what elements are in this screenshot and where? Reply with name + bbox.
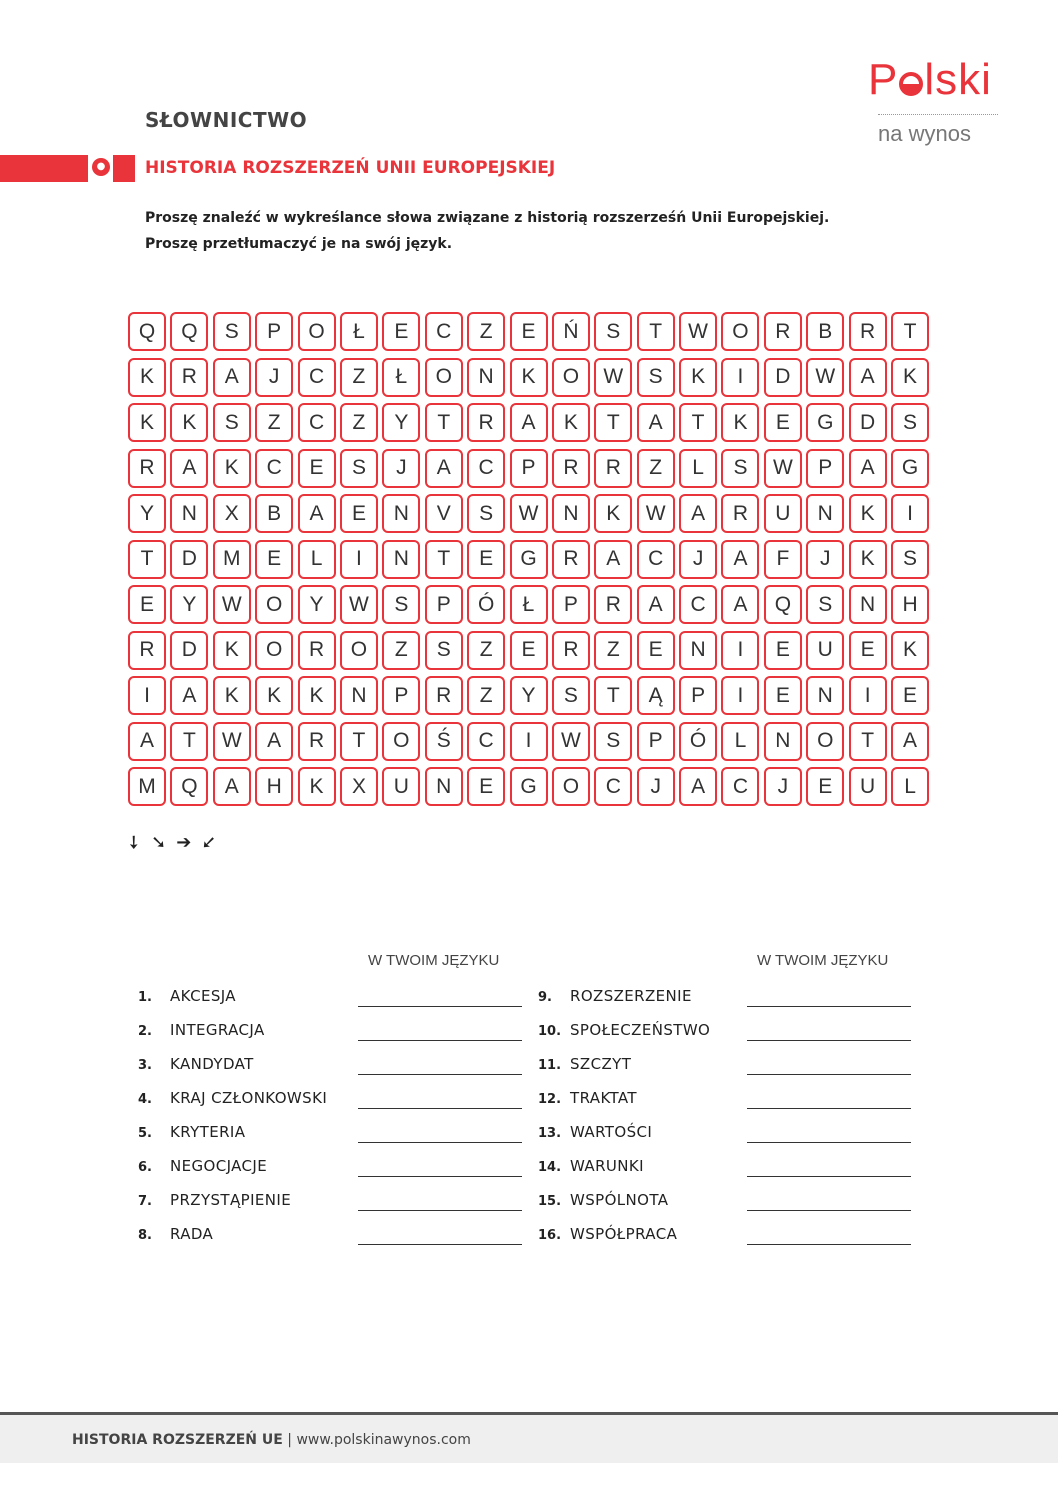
grid-cell[interactable]: K (849, 494, 887, 533)
item-word: TRAKTAT (570, 1089, 637, 1107)
list-item (538, 1191, 668, 1215)
grid-cell[interactable]: T (170, 722, 208, 761)
grid-cell[interactable]: K (891, 358, 929, 397)
grid-cell[interactable]: R (128, 449, 166, 488)
grid-cell[interactable]: Ń (552, 312, 590, 351)
grid-cell[interactable]: Z (467, 631, 505, 670)
grid-cell[interactable]: L (679, 449, 717, 488)
grid-cell[interactable]: C (298, 403, 336, 442)
grid-cell[interactable]: Ł (340, 312, 378, 351)
grid-cell[interactable]: L (298, 540, 336, 579)
grid-cell[interactable]: W (340, 585, 378, 624)
grid-cell[interactable]: O (298, 312, 336, 351)
grid-cell[interactable]: W (806, 358, 844, 397)
grid-cell[interactable]: E (298, 449, 336, 488)
translation-blank[interactable] (747, 1175, 911, 1177)
grid-cell[interactable]: T (637, 312, 675, 351)
translation-blank[interactable] (747, 1005, 911, 1007)
direction-arrows (120, 829, 217, 856)
grid-cell[interactable]: R (764, 312, 802, 351)
grid-cell[interactable]: R (552, 631, 590, 670)
grid-cell[interactable]: C (467, 722, 505, 761)
grid-cell[interactable]: Z (637, 449, 675, 488)
grid-cell[interactable]: A (891, 722, 929, 761)
grid-cell[interactable]: N (382, 540, 420, 579)
translation-blank[interactable] (358, 1073, 522, 1075)
grid-cell[interactable]: N (552, 494, 590, 533)
grid-cell[interactable]: T (594, 403, 632, 442)
grid-cell[interactable]: T (891, 312, 929, 351)
grid-cell[interactable]: U (806, 631, 844, 670)
grid-cell[interactable]: N (467, 358, 505, 397)
list-item (538, 1157, 644, 1181)
grid-cell[interactable]: S (891, 540, 929, 579)
grid-cell[interactable]: V (425, 494, 463, 533)
translation-blank[interactable] (358, 1039, 522, 1041)
grid-cell[interactable]: W (213, 585, 251, 624)
grid-cell[interactable]: A (298, 494, 336, 533)
grid-cell[interactable]: S (891, 403, 929, 442)
grid-cell[interactable]: A (425, 449, 463, 488)
grid-cell[interactable]: K (298, 767, 336, 806)
grid-cell[interactable]: Q (170, 312, 208, 351)
grid-cell[interactable]: P (637, 722, 675, 761)
grid-cell[interactable]: S (552, 676, 590, 715)
grid-cell[interactable]: E (806, 767, 844, 806)
item-number: 10. (538, 1024, 562, 1039)
grid-cell[interactable]: O (552, 767, 590, 806)
grid-cell[interactable]: K (298, 676, 336, 715)
grid-cell[interactable]: N (340, 676, 378, 715)
grid-cell[interactable]: R (594, 449, 632, 488)
grid-cell[interactable]: C (425, 312, 463, 351)
item-word: NEGOCJACJE (170, 1157, 268, 1175)
item-word: KRAJ CZŁONKOWSKI (170, 1089, 328, 1107)
item-word: PRZYSTĄPIENIE (170, 1191, 292, 1209)
translation-blank[interactable] (358, 1209, 522, 1211)
grid-cell[interactable]: K (721, 403, 759, 442)
item-number: 3. (138, 1058, 152, 1073)
grid-cell[interactable]: S (425, 631, 463, 670)
column-header-right: W TWOIM JĘZYKU (757, 952, 889, 969)
item-word: RADA (170, 1225, 214, 1243)
grid-cell[interactable]: A (637, 585, 675, 624)
translation-blank[interactable] (747, 1107, 911, 1109)
grid-cell[interactable]: O (255, 631, 293, 670)
grid-cell[interactable]: R (721, 494, 759, 533)
grid-cell[interactable]: D (764, 358, 802, 397)
grid-cell[interactable]: U (764, 494, 802, 533)
grid-cell[interactable]: T (340, 722, 378, 761)
grid-cell[interactable]: C (637, 540, 675, 579)
grid-cell[interactable]: Y (510, 676, 548, 715)
grid-cell[interactable]: O (425, 358, 463, 397)
grid-cell[interactable]: K (510, 358, 548, 397)
grid-cell[interactable]: O (552, 358, 590, 397)
grid-cell[interactable]: S (721, 449, 759, 488)
grid-cell[interactable]: R (128, 631, 166, 670)
grid-cell[interactable]: M (128, 767, 166, 806)
item-word: SZCZYT (570, 1055, 632, 1073)
grid-cell[interactable]: B (806, 312, 844, 351)
grid-cell[interactable]: I (891, 494, 929, 533)
grid-cell[interactable]: Y (298, 585, 336, 624)
grid-cell[interactable]: E (764, 631, 802, 670)
grid-cell[interactable]: K (170, 403, 208, 442)
grid-cell[interactable]: A (849, 358, 887, 397)
grid-cell[interactable]: N (425, 767, 463, 806)
grid-cell[interactable]: S (467, 494, 505, 533)
item-word: WARTOŚCI (570, 1123, 653, 1141)
translation-blank[interactable] (747, 1039, 911, 1041)
translation-blank[interactable] (358, 1107, 522, 1109)
grid-cell[interactable]: R (467, 403, 505, 442)
item-number: 15. (538, 1194, 562, 1209)
item-number: 16. (538, 1228, 562, 1243)
grid-cell[interactable]: R (849, 312, 887, 351)
grid-cell[interactable]: C (721, 767, 759, 806)
grid-cell[interactable]: N (806, 494, 844, 533)
instruction-line-2: Proszę przetłumaczyć je na swój język. (145, 236, 453, 252)
grid-cell[interactable]: O (255, 585, 293, 624)
grid-cell[interactable]: C (298, 358, 336, 397)
grid-cell[interactable]: Z (382, 631, 420, 670)
grid-cell[interactable]: A (510, 403, 548, 442)
grid-cell[interactable]: A (170, 676, 208, 715)
grid-cell[interactable]: Z (467, 676, 505, 715)
grid-cell[interactable]: W (552, 722, 590, 761)
grid-cell[interactable]: N (679, 631, 717, 670)
item-number: 14. (538, 1160, 562, 1175)
grid-cell[interactable]: D (849, 403, 887, 442)
grid-cell[interactable]: O (721, 312, 759, 351)
grid-cell[interactable]: Q (764, 585, 802, 624)
grid-cell[interactable]: E (340, 494, 378, 533)
grid-cell[interactable]: P (806, 449, 844, 488)
grid-cell[interactable]: A (637, 403, 675, 442)
grid-cell[interactable]: Q (170, 767, 208, 806)
grid-cell[interactable]: P (679, 676, 717, 715)
grid-cell[interactable]: I (510, 722, 548, 761)
grid-cell[interactable]: A (679, 494, 717, 533)
item-word: WSPÓLNOTA (570, 1191, 669, 1209)
grid-cell[interactable]: R (552, 540, 590, 579)
grid-cell[interactable]: I (128, 676, 166, 715)
list-item (138, 1225, 213, 1249)
item-word: KRYTERIA (170, 1123, 246, 1141)
grid-cell[interactable]: C (594, 767, 632, 806)
grid-cell[interactable]: K (213, 449, 251, 488)
footer-url[interactable]: www.polskinawynos.com (296, 1432, 471, 1448)
grid-cell[interactable]: P (425, 585, 463, 624)
grid-cell[interactable]: E (891, 676, 929, 715)
grid-cell[interactable]: P (255, 312, 293, 351)
arrow-icon: ➚ (201, 832, 217, 853)
item-word: INTEGRACJA (170, 1021, 265, 1039)
grid-cell[interactable]: K (128, 403, 166, 442)
grid-cell[interactable]: R (170, 358, 208, 397)
item-word: AKCESJA (170, 987, 236, 1005)
grid-cell[interactable]: Y (128, 494, 166, 533)
grid-cell[interactable]: E (764, 676, 802, 715)
list-item (138, 1157, 267, 1181)
item-word: WARUNKI (570, 1157, 644, 1175)
grid-cell[interactable]: E (510, 631, 548, 670)
grid-cell[interactable]: R (425, 676, 463, 715)
grid-cell[interactable]: T (128, 540, 166, 579)
translation-blank[interactable] (747, 1141, 911, 1143)
grid-cell[interactable]: J (637, 767, 675, 806)
translation-blank[interactable] (747, 1209, 911, 1211)
grid-cell[interactable]: Z (594, 631, 632, 670)
item-number: 8. (138, 1228, 152, 1243)
grid-cell[interactable]: C (679, 585, 717, 624)
grid-cell[interactable]: R (298, 722, 336, 761)
logo-wordmark: P lski (868, 55, 992, 104)
grid-cell[interactable]: A (721, 585, 759, 624)
grid-cell[interactable]: D (170, 631, 208, 670)
grid-cell[interactable]: I (721, 358, 759, 397)
grid-cell[interactable]: T (849, 722, 887, 761)
grid-cell[interactable]: C (467, 449, 505, 488)
grid-cell[interactable]: A (679, 767, 717, 806)
grid-cell[interactable]: O (806, 722, 844, 761)
translation-blank[interactable] (358, 1141, 522, 1143)
grid-cell[interactable]: F (764, 540, 802, 579)
item-number: 12. (538, 1092, 562, 1107)
grid-cell[interactable]: G (806, 403, 844, 442)
grid-cell[interactable]: A (128, 722, 166, 761)
item-number: 4. (138, 1092, 152, 1107)
grid-cell[interactable]: A (594, 540, 632, 579)
list-item (138, 987, 236, 1011)
grid-cell[interactable]: I (721, 676, 759, 715)
list-item (138, 1089, 327, 1113)
column-header-left: W TWOIM JĘZYKU (368, 952, 500, 969)
grid-cell[interactable]: Ś (425, 722, 463, 761)
grid-cell[interactable]: E (382, 312, 420, 351)
grid-cell[interactable]: S (213, 403, 251, 442)
grid-cell[interactable]: K (552, 403, 590, 442)
list-item (138, 1055, 254, 1079)
grid-cell[interactable]: I (721, 631, 759, 670)
section-label: SŁOWNICTWO (145, 108, 308, 132)
grid-cell[interactable]: Ó (679, 722, 717, 761)
grid-cell[interactable]: K (849, 540, 887, 579)
grid-cell[interactable]: S (594, 722, 632, 761)
grid-cell[interactable]: H (255, 767, 293, 806)
grid-cell[interactable]: R (298, 631, 336, 670)
grid-cell[interactable]: U (382, 767, 420, 806)
list-item (538, 1123, 652, 1147)
grid-cell[interactable]: A (170, 449, 208, 488)
item-word: KANDYDAT (170, 1055, 254, 1073)
grid-cell[interactable]: Ł (382, 358, 420, 397)
grid-cell[interactable]: U (849, 767, 887, 806)
translation-blank[interactable] (358, 1005, 522, 1007)
grid-cell[interactable]: L (891, 767, 929, 806)
grid-cell[interactable]: K (679, 358, 717, 397)
grid-cell[interactable]: Z (467, 312, 505, 351)
grid-cell[interactable]: A (255, 722, 293, 761)
grid-cell[interactable]: Y (170, 585, 208, 624)
grid-cell[interactable]: N (849, 585, 887, 624)
grid-cell[interactable]: W (679, 312, 717, 351)
item-word: ROZSZERZENIE (570, 987, 692, 1005)
grid-cell[interactable]: I (849, 676, 887, 715)
item-number: 5. (138, 1126, 152, 1141)
grid-cell[interactable]: X (213, 494, 251, 533)
grid-cell[interactable]: N (170, 494, 208, 533)
translation-blank[interactable] (358, 1175, 522, 1177)
grid-cell[interactable]: A (849, 449, 887, 488)
grid-cell[interactable]: E (467, 540, 505, 579)
item-number: 7. (138, 1194, 152, 1209)
grid-cell[interactable]: N (806, 676, 844, 715)
grid-cell[interactable]: S (213, 312, 251, 351)
title-band (0, 155, 135, 182)
grid-cell[interactable]: C (255, 449, 293, 488)
grid-cell[interactable]: O (340, 631, 378, 670)
grid-cell[interactable]: G (510, 767, 548, 806)
grid-cell[interactable]: L (721, 722, 759, 761)
grid-cell[interactable]: W (764, 449, 802, 488)
arrow-icon: ➘ (120, 829, 147, 856)
footer-separator: | (287, 1432, 292, 1448)
grid-cell[interactable]: R (594, 585, 632, 624)
list-item (538, 1225, 677, 1249)
grid-cell[interactable]: O (382, 722, 420, 761)
grid-cell[interactable]: A (213, 358, 251, 397)
grid-cell[interactable]: Q (128, 312, 166, 351)
grid-cell[interactable]: S (382, 585, 420, 624)
list-item (538, 987, 692, 1011)
item-number: 9. (538, 990, 552, 1005)
list-item (138, 1191, 291, 1215)
grid-cell[interactable]: W (594, 358, 632, 397)
grid-cell[interactable]: N (382, 494, 420, 533)
list-item (138, 1123, 245, 1147)
grid-cell[interactable]: S (594, 312, 632, 351)
grid-cell[interactable]: T (425, 540, 463, 579)
grid-cell[interactable]: E (849, 631, 887, 670)
arrow-icon: ➔ (176, 832, 192, 853)
grid-cell[interactable]: K (213, 676, 251, 715)
item-word: SPOŁECZEŃSTWO (570, 1021, 711, 1039)
grid-cell[interactable]: J (764, 767, 802, 806)
grid-cell[interactable]: E (764, 403, 802, 442)
grid-cell[interactable]: S (806, 585, 844, 624)
grid-cell[interactable]: W (510, 494, 548, 533)
grid-cell[interactable]: T (679, 403, 717, 442)
item-number: 1. (138, 990, 152, 1005)
grid-cell[interactable]: Z (255, 403, 293, 442)
grid-cell[interactable]: T (425, 403, 463, 442)
grid-cell[interactable]: E (637, 631, 675, 670)
list-item (538, 1021, 710, 1045)
badge-icon: ● (92, 158, 110, 176)
grid-cell[interactable]: Z (340, 358, 378, 397)
grid-cell[interactable]: E (128, 585, 166, 624)
logo (868, 55, 1008, 147)
grid-cell[interactable]: Y (382, 403, 420, 442)
instruction-line-1: Proszę znaleźć w wykreślance słowa związane z historią rozszerześń Unii Europejskiej. (145, 210, 830, 226)
footer-title: HISTORIA ROZSZERZEŃ UE (72, 1432, 283, 1448)
grid-cell[interactable]: S (340, 449, 378, 488)
arrow-icon: ➘ (151, 832, 167, 853)
grid-cell[interactable]: A (213, 767, 251, 806)
grid-cell[interactable]: R (552, 449, 590, 488)
logo-subtitle: na wynos (878, 114, 998, 147)
item-number: 2. (138, 1024, 152, 1039)
grid-cell[interactable]: W (213, 722, 251, 761)
grid-cell[interactable]: G (891, 449, 929, 488)
grid-cell[interactable]: D (170, 540, 208, 579)
translation-blank[interactable] (358, 1243, 522, 1245)
grid-cell[interactable]: Z (340, 403, 378, 442)
grid-cell[interactable]: K (213, 631, 251, 670)
grid-cell[interactable]: N (764, 722, 802, 761)
logo-o-icon (899, 72, 923, 96)
grid-cell[interactable]: W (637, 494, 675, 533)
grid-cell[interactable]: K (255, 676, 293, 715)
grid-cell[interactable]: I (340, 540, 378, 579)
grid-cell[interactable]: P (552, 585, 590, 624)
grid-cell[interactable]: T (594, 676, 632, 715)
translation-blank[interactable] (747, 1073, 911, 1075)
grid-cell[interactable]: X (340, 767, 378, 806)
item-number: 6. (138, 1160, 152, 1175)
list-item (538, 1055, 631, 1079)
grid-cell[interactable]: G (510, 540, 548, 579)
grid-cell[interactable]: E (467, 767, 505, 806)
list-item (538, 1089, 637, 1113)
grid-cell[interactable]: K (594, 494, 632, 533)
grid-cell[interactable]: K (128, 358, 166, 397)
grid-cell[interactable]: Ó (467, 585, 505, 624)
grid-cell[interactable]: J (679, 540, 717, 579)
grid-cell[interactable]: K (891, 631, 929, 670)
instructions (145, 205, 829, 257)
item-word: WSPÓŁPRACA (570, 1225, 678, 1243)
grid-cell[interactable]: E (510, 312, 548, 351)
grid-cell[interactable]: Ł (510, 585, 548, 624)
item-number: 11. (538, 1058, 562, 1073)
grid-cell[interactable]: J (806, 540, 844, 579)
grid-cell[interactable]: J (382, 449, 420, 488)
translation-blank[interactable] (747, 1243, 911, 1245)
grid-cell[interactable]: P (382, 676, 420, 715)
grid-cell[interactable]: Ą (637, 676, 675, 715)
grid-cell[interactable]: J (255, 358, 293, 397)
page-title: HISTORIA ROZSZERZEŃ UNII EUROPEJSKIEJ (145, 158, 556, 178)
word-search-grid (128, 312, 933, 813)
footer-text (72, 1432, 471, 1448)
grid-cell[interactable]: M (213, 540, 251, 579)
grid-cell[interactable]: H (891, 585, 929, 624)
grid-cell[interactable]: E (255, 540, 293, 579)
item-number: 13. (538, 1126, 562, 1141)
grid-cell[interactable]: A (721, 540, 759, 579)
grid-cell[interactable]: B (255, 494, 293, 533)
list-item (138, 1021, 265, 1045)
grid-cell[interactable]: P (510, 449, 548, 488)
grid-cell[interactable]: S (637, 358, 675, 397)
